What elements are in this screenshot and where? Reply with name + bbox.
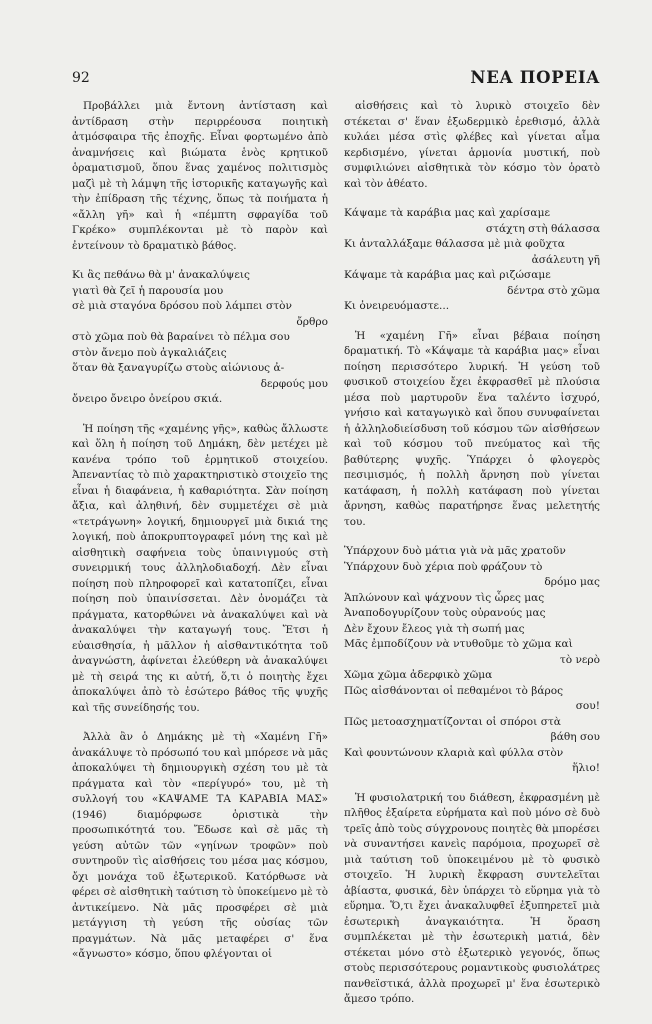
verse-line: Καὶ φουντώνουν κλαριὰ καὶ φύλλα στὸν — [344, 746, 564, 759]
verse-line: ἥλιο! — [572, 762, 600, 774]
verse-line: στάχτη στὴ θάλασσα — [485, 222, 600, 235]
left-verse-1 — [72, 268, 328, 408]
verse-line: δέντρα στὸ χῶμα — [507, 284, 600, 297]
verse-line: σου! — [575, 700, 600, 712]
verse-line: Κάψαμε τὰ καράβια μας καὶ ριζώσαμε — [344, 269, 551, 281]
right-paragraph-1: αἰσθήσεις καὶ τὸ λυρικὸ στοιχεῖο δὲν στέκεται σ' ἕναν ἐξωδερμικὸ ἐρεθισμό, ἀλλὰ κυλάει μέσα στὶς φλέβες καὶ γίνεται αἷμα κερδισμένο, γίνεται ἁρμονία μυστική, ποὺ συμφιλιώνει αἰσθητικὰ τὸν κόσμο τὸν ὁρατὸ καὶ τὸν ἀθέατο. — [344, 100, 600, 190]
page-header — [72, 68, 600, 90]
verse-line: ὄνειρο ὄνειρο ὀνείρου σκιά. — [72, 393, 223, 405]
verse-line: τὸ νερὸ — [559, 653, 600, 666]
verse-line: Πῶς αἰσθάνονται οἱ πεθαμένοι τὸ βάρος — [344, 684, 564, 697]
verse-line: Ἀναποδογυρίζουν τοὺς οὐρανούς μας — [344, 607, 546, 619]
verse-line: Ἁπλώνουν καὶ ψάχνουν τὶς ὧρες μας — [344, 591, 545, 604]
verse-line: βάθη σου — [550, 731, 600, 743]
verse-line: σὲ μιὰ σταγόνα δρόσου ποὺ λάμπει στὸν — [72, 300, 292, 312]
left-paragraph-2: Ἡ ποίηση τῆς «χαμένης γῆς», καθὼς ἄλλωστε καὶ ὅλη ἡ ποίηση τοῦ Δημάκη, δὲν μετέχει μὲ κανένα τρόπο τοῦ ἑρμητικοῦ στοιχείου. Ἀπεναντίας τὸ πιὸ χαρακτηριστικὸ στοιχεῖο της εἶναι ἡ διαφάνεια, ἡ καθαριότητα. Σὰν ποίηση ἄξια, καὶ ἀληθινή, δὲν συμμετέχει σὲ μιὰ «τετράγωνη» λογική, δημιουργεῖ μιὰ δικιά της λογική, ποὺ ἀποκρυπτογραφεῖ μόνη της καὶ μὲ αἰσθητικὴ σαφήνεια τοὺς ὑπαινιγμούς στὴ συνειρμική τους ἀλληλοδιαδοχή. Δὲν εἶναι ποίηση ποὺ πληροφορεῖ καὶ κατατοπίζει, εἶναι ποίηση ποὺ ὑπαινίσσεται. Δὲν ὀνομάζει τὰ πράγματα, κατορθώνει νὰ ἀνακαλύψει καὶ νὰ ἀνακαλύψει τὴν καταγωγή τους. Ἔτσι ἡ εὐαισθησία, ἡ μᾶλλον ἡ αἰσθαντικότητα τοῦ ἀναγνώστη, ἀφίνεται ἐλεύθερη νὰ ἀνακαλύψει μὲ τὴ σειρά της κι αὐτή, ὅ,τι ὁ ποιητὴς ἔχει ἀποκαλύψει ἀπὸ τὸ ἐσώτερο βάθος τῆς ψυχῆς καὶ τῆς συνείδησής του. — [72, 422, 328, 714]
right-verse-1 — [344, 206, 600, 315]
verse-line: Κι ἀνταλλάξαμε θάλασσα μὲ μιὰ φοῦχτα — [344, 238, 565, 250]
right-paragraph-3: Ἡ φυσιολατρική του διάθεση, ἐκφρασμένη μὲ πλῆθος ἐξαίρετα εὑρήματα καὶ ποὺ μόνο σὲ δυὸ τρεῖς ἀπὸ τοὺς σύγχρονους ποιητὲς θὰ μπορέσει νὰ συναντήσει κανεὶς παρόμοια, προχωρεῖ σὲ μιὰ ταύτιση τοῦ ὑποκειμένου μὲ τὸ φυσικὸ στοιχεῖο. Ἡ λυρικὴ ἔκφραση συντελεῖται ἀβίαστα, φυσικά, δὲν ὑπάρχει τὸ εὕρημα γιὰ τὸ εὕρημα. Ὅ,τι ἔχει ἀνακαλυφθεῖ ἐξυπηρετεῖ μιὰ ἐσωτερικὴ ἀναγκαιότητα. Ἡ ὅραση συμπλέκεται μὲ τὴν ἐσωτερικὴ ματιά, δὲν στέκεται μόνο στὸ ἐξωτερικὸ γεγονός, ὅπως στοὺς περισσότερους ρομαντικοὺς φυσιολάτρες πανθεϊστικά, ἀλλὰ προχωρεῖ μ' ἕνα ἐσωτερικὸ ἄμεσο τρόπο. — [344, 791, 600, 1005]
verse-line: ὅταν θὰ ξαναγυρίζω στοὺς αἰώνιους ἀ- — [72, 362, 285, 374]
verse-line: Κάψαμε τὰ καράβια μας καὶ χαρίσαμε — [344, 207, 550, 219]
verse-line: δερφούς μου — [260, 377, 328, 390]
verse-line: Ὑπάρχουν δυὸ χέρια ποὺ φράζουν τὸ — [344, 560, 543, 573]
verse-line: Κι ὀνειρευόμαστε... — [344, 300, 450, 312]
verse-line: Κι ἂς πεθάνω θὰ μ' ἀνακαλύψεις — [72, 269, 250, 281]
verse-line: ὄρθρο — [296, 315, 328, 328]
verse-line: ἀσάλευτη γῆ — [531, 253, 600, 266]
verse-line: Μᾶς ἐμποδίζουν νὰ ντυθοῦμε τὸ χῶμα καὶ — [344, 638, 573, 650]
right-verse-2 — [344, 544, 600, 777]
verse-line: γιατὶ θὰ ζεῖ ἡ παρουσία μου — [72, 284, 224, 297]
verse-line: Δὲν ἔχουν ἔλεος γιὰ τὴ σωπή μας — [344, 622, 525, 635]
left-paragraph-3: Ἀλλὰ ἂν ὁ Δημάκης μὲ τὴ «Χαμένη Γῆ» ἀνακάλυψε τὸ πρόσωπό του καὶ μπόρεσε νὰ μᾶς ἀποκαλύψει τὴ δημιουργικὴ σχέση του μὲ τὰ πράγματα καὶ τὸν «περίγυρό» του, μὲ τὴ συλλογή του «ΚΑΨΑΜΕ ΤΑ ΚΑΡΑΒΙΑ ΜΑΣ» (1946) διαμόρφωσε ὁριστικὰ τὴν προσωπικότητά του. Ἔδωσε καὶ σὲ μᾶς τὴ γεύση αὐτῶν τῶν «γηίνων τροφῶν» ποὺ συντηροῦν τὶς αἰσθήσεις του μέσα μας κόσμου, ὄχι μονάχα τοῦ ἐξωτερικοῦ. Κατόρθωσε νὰ φέρει σὲ αἰσθητικὴ ταύτιση τὸ ὑποκείμενο μὲ τὸ ἀντικείμενο. Νὰ μᾶς προσφέρει σὲ μιὰ μετάγγιση τὴ γεύση τῆς οὐσίας τῶν πραγμάτων. Νὰ μᾶς μεταφέρει σ' ἕνα «ἄγνωστο» κόσμο, ὅπου φλέγονται οἱ — [72, 731, 328, 960]
journal-title: ΝΕΑ ΠΟΡΕΙΑ — [470, 68, 600, 87]
left-column — [72, 99, 328, 1009]
page-number: 92 — [72, 70, 90, 86]
verse-line: Χῶμα χῶμα ἀδερφικὸ χῶμα — [344, 669, 493, 681]
right-paragraph-2: Ἡ «χαμένη Γῆ» εἶναι βέβαια ποίηση δραματική. Τὸ «Κάψαμε τὰ καράβια μας» εἶναι ποίηση περισσότερο λυρική. Ἡ γεύση τοῦ φυσικοῦ στοιχείου ἔχει ἐκφρασθεῖ μὲ πλούσια μέσα ποὺ μαρτυροῦν ἕνα ταλέντο ἰσχυρό, γνήσιο καὶ καταγωγικὸ καὶ ὅπου συνυφαίνεται ἡ ἀλληλοδιείσδυση τοῦ κόσμου τῶν αἰσθήσεων καὶ τοῦ κόσμου τοῦ πνεύματος καὶ τῆς βαθύτερης ψυχῆς. Ὑπάρχει ὁ φλογερὸς πεσιμισμός, ἡ πολλὴ ἄρνηση ποὺ γίνεται κατάφαση, ἡ πολλὴ κατάφαση ποὺ γίνεται ἄρνηση, καθὼς παρατήρησε ἕνας μελετητής του. — [344, 329, 600, 528]
right-column — [344, 99, 600, 1009]
verse-line: Ὑπάρχουν δυὸ μάτια γιὰ νὰ μᾶς χρατοῦν — [344, 545, 566, 557]
left-paragraph-1: Προβάλλει μιὰ ἔντονη ἀντίσταση καὶ ἀντίδραση στὴν περιρρέουσα ποιητικὴ ἀτμόσφαιρα τῆς ἐποχῆς. Εἶναι φορτωμένο ἀπὸ ἀναμνήσεις καὶ βιώματα ἑνὸς κρητικοῦ ὁραματισμοῦ, ὅπου ἕνας χαμένος πολιτισμὸς μαζὶ μὲ τὴ λάμψη τῆς ἱστορικῆς καταγωγῆς καὶ τὴν ἐπίδραση τῆς τέχνης, ὅπως τὰ ποιήματα ἡ «ἄλλη γῆ» καὶ ἡ «πέμπτη σφραγίδα τοῦ Γκρέκο» συμπλέκονται μὲ τὸ παρὸν καὶ ἐντείνουν τὸ δραματικὸ βάθος. — [72, 100, 328, 252]
verse-line: Πῶς μετοασχηματίζονται οἱ σπόροι στὰ — [344, 715, 561, 728]
verse-line: δρόμο μας — [544, 576, 600, 588]
verse-line: στὸν ἄνεμο ποὺ ἀγκαλιάζεις — [72, 346, 227, 359]
verse-line: στὸ χῶμα ποὺ θὰ βαραίνει τὸ πέλμα σου — [72, 331, 290, 343]
article-body — [72, 99, 600, 1009]
